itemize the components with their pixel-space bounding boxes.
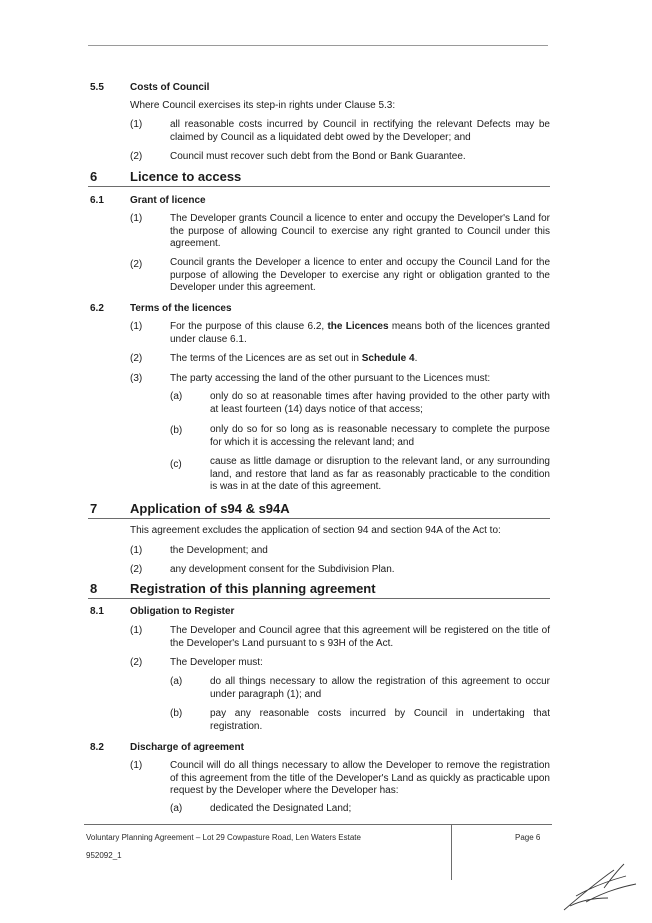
item-text: Council must recover such debt from the Bond or Bank Guarantee. xyxy=(170,151,466,162)
subitem-text: do all things necessary to allow the registration of this agreement to occur under paragraph (1); and xyxy=(210,676,550,700)
item-label: (1) xyxy=(130,760,143,771)
subitem-text: dedicated the Designated Land; xyxy=(210,803,352,814)
clause-heading: Discharge of agreement xyxy=(130,742,244,753)
item-label: (2) xyxy=(130,151,143,162)
subitem-label: (a) xyxy=(170,803,183,814)
item-text: The Developer must: xyxy=(170,657,263,668)
item-text: all reasonable costs incurred by Council in rectifying the relevant Defects may be claimed by Council as a liquidated debt owed by the Developer; and xyxy=(170,119,550,143)
item-label: (2) xyxy=(130,353,143,364)
footer-divider xyxy=(451,824,452,880)
item-text: For the purpose of this clause 6.2, the Licences means both of the licences granted under clause 6.1. xyxy=(170,321,550,345)
item-label: (2) xyxy=(130,657,143,668)
section-rule xyxy=(88,518,550,519)
section-number: 6 xyxy=(90,169,98,184)
footer-document-ref: 952092_1 xyxy=(86,851,122,860)
signature-initials xyxy=(556,858,646,918)
item-text: The party accessing the land of the other pursuant to the Licences must: xyxy=(170,373,491,384)
item-text: The Developer grants Council a licence to enter and occupy the Developer's Land for the purpose of allowing Council to exercise any right granted to Council under this agreement. xyxy=(170,213,550,249)
section-rule xyxy=(88,186,550,187)
footer-document-title: Voluntary Planning Agreement – Lot 29 Cowpasture Road, Len Waters Estate xyxy=(86,833,361,842)
item-text: any development consent for the Subdivision Plan. xyxy=(170,564,395,575)
section-heading: Licence to access xyxy=(130,169,242,184)
subitem-label: (c) xyxy=(170,459,182,470)
clause-number: 8.1 xyxy=(90,606,104,617)
subitem-label: (a) xyxy=(170,676,183,687)
item-label: (2) xyxy=(130,564,143,575)
item-label: (2) xyxy=(130,259,143,270)
footer-page-number: Page 6 xyxy=(515,833,541,842)
clause-number: 8.2 xyxy=(90,742,104,753)
item-label: (3) xyxy=(130,373,143,384)
clause-heading: Obligation to Register xyxy=(130,606,235,617)
clause-number: 6.1 xyxy=(90,195,104,206)
subitem-text: only do so at reasonable times after having provided to the other party with at least fourteen (14) days notice of that access; xyxy=(210,391,550,415)
item-text: The terms of the Licences are as set out in Schedule 4. xyxy=(170,353,418,364)
clause-intro: This agreement excludes the application of section 94 and section 94A of the Act to: xyxy=(130,525,501,536)
clause-number: 5.5 xyxy=(90,82,104,93)
clause-heading: Terms of the licences xyxy=(130,303,232,314)
subitem-text: pay any reasonable costs incurred by Council in undertaking that registration. xyxy=(210,708,550,732)
subitem-label: (a) xyxy=(170,391,183,402)
subitem-label: (b) xyxy=(170,425,183,436)
clause-heading: Grant of licence xyxy=(130,195,206,206)
item-label: (1) xyxy=(130,545,143,556)
item-label: (1) xyxy=(130,625,143,636)
section-number: 7 xyxy=(90,501,98,516)
item-text: The Developer and Council agree that this agreement will be registered on the title of the Developer's Land pursuant to s 93H of the Act. xyxy=(170,625,550,649)
item-label: (1) xyxy=(130,119,143,130)
item-label: (1) xyxy=(130,321,143,332)
subitem-label: (b) xyxy=(170,708,183,719)
subitem-text: only do so for so long as is reasonable necessary to complete the purpose for which it is accessing the relevant land; and xyxy=(210,424,550,448)
section-number: 8 xyxy=(90,581,98,596)
subitem-text: cause as little damage or disruption to the relevant land, or any surrounding land, and restore that land as far as reasonably practicable to the condition is was in at the date of this agreement. xyxy=(210,456,550,492)
item-text: the Development; and xyxy=(170,545,268,556)
item-text: Council will do all things necessary to allow the Developer to remove the registration of this agreement from the title of the Developer's Land as quickly as practicable upon request by the Developer where the Developer has: xyxy=(170,760,550,796)
section-rule xyxy=(88,598,550,599)
clause-number: 6.2 xyxy=(90,303,104,314)
item-text: Council grants the Developer a licence to enter and occupy the Council Land for the purpose of allowing the Developer to exercise any right or obligation granted to the Developer under this agreement. xyxy=(170,257,550,293)
section-heading: Application of s94 & s94A xyxy=(130,501,290,516)
section-heading: Registration of this planning agreement xyxy=(130,581,376,596)
item-label: (1) xyxy=(130,213,143,224)
header-rule xyxy=(88,45,548,46)
clause-intro: Where Council exercises its step-in rights under Clause 5.3: xyxy=(130,100,396,111)
clause-heading: Costs of Council xyxy=(130,82,210,93)
